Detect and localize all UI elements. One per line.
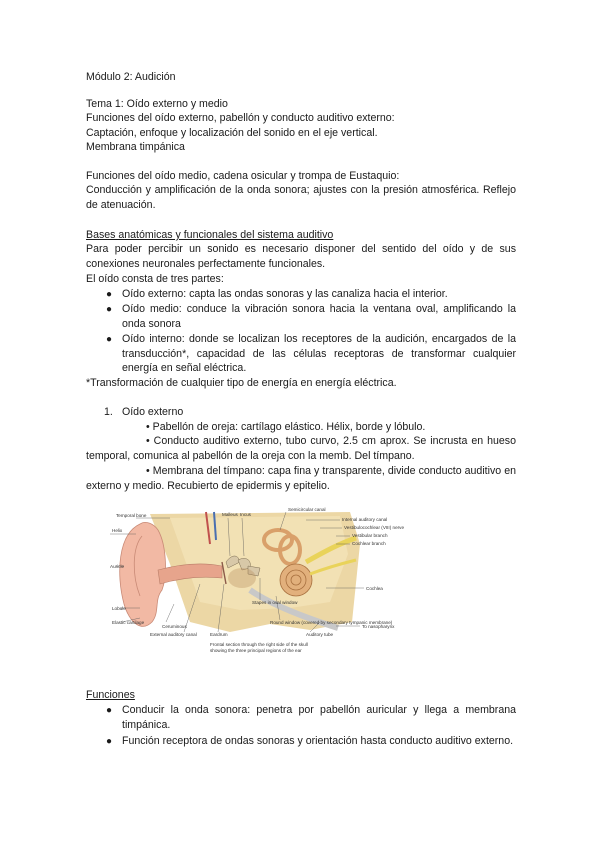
bullet-marker: ●	[106, 736, 113, 747]
bullet-marker: ●	[106, 289, 113, 300]
sub-item: • Pabellón de oreja: cartílago elástico. Hélix, borde y lóbulo.	[146, 421, 426, 433]
bases-paragraph: Para poder percibir un sonido es necesario disponer del sentido del oído y de sus conexiones neuronales perfectamente funcionales.	[86, 243, 516, 270]
bullet-marker: ●	[106, 334, 113, 345]
module-title: Módulo 2: Audición	[86, 71, 176, 83]
label-auditory-tube: Auditory tube	[306, 632, 334, 637]
bases-title: Bases anatómicas y funcionales del sistema auditivo	[86, 229, 334, 241]
figure-caption-2: showing the three principal regions of the ear	[210, 648, 302, 653]
label-cochlear-branch: Cochlear branch	[352, 541, 386, 546]
label-vestibular-branch: Vestibular branch	[352, 533, 388, 538]
sub-item: • Conducto auditivo externo, tubo curvo, 2.5 cm aprox. Se incrusta en hueso temporal, comunica al pabellón de la oreja con la memb. Del tímpano.	[86, 435, 516, 462]
middle-functions-heading: Funciones del oído medio, cadena osicular y trompa de Eustaquio:	[86, 170, 400, 182]
label-temporal-bone: Temporal bone	[116, 513, 147, 518]
label-round-window: Round window (covered by secondary tympanic membrane)	[270, 620, 393, 625]
label-eardrum: Eardrum	[210, 632, 228, 637]
funcion-item: Conducir la onda sonora: penetra por pabellón auricular y llega a membrana timpánica.	[122, 704, 516, 731]
label-incus: Incus	[240, 512, 251, 517]
external-functions-heading: Funciones del oído externo, pabellón y conducto auditivo externo:	[86, 112, 395, 124]
label-stapes: Stapes in oval window	[252, 600, 298, 605]
middle-conduction-text: Conducción y amplificación de la onda sonora; ajustes con la presión atmosférica. Reflejo de atenuación.	[86, 184, 516, 211]
sub-item: • Membrana del tímpano: capa fina y transparente, divide conducto auditivo en externo y medio. Recubierto de epidermis y epitelio.	[86, 465, 516, 492]
label-vestibulocochlear: Vestibulocochlear (VIII) nerve	[344, 525, 405, 530]
footnote-text: *Transformación de cualquier tipo de energía en energía eléctrica.	[86, 377, 397, 389]
part-item: Oído externo: capta las ondas sonoras y las canaliza hacia el interior.	[122, 288, 448, 300]
label-nasopharynx: To nasopharynx	[362, 624, 395, 629]
part-item: Oído interno: donde se localizan los receptores de la audición, encargados de la transducción*, capacidad de las células receptoras de transformar cualquier energía en señal eléctrica.	[122, 333, 516, 375]
list-number: 1.	[104, 406, 113, 418]
label-auricle: Auricle	[110, 564, 125, 569]
tema-title: Tema 1: Oído externo y medio	[86, 98, 228, 110]
label-cochlea: Cochlea	[366, 586, 383, 591]
label-malleus: Malleus	[222, 512, 238, 517]
part-item: Oído medio: conduce la vibración sonora hacia la ventana oval, amplificando la onda sonora	[122, 303, 516, 330]
bullet-marker: ●	[106, 304, 113, 315]
label-semicircular: Semicircular canal	[288, 507, 326, 512]
ear-anatomy-figure	[110, 504, 416, 660]
figure-caption-1: Frontal section through the right side of the skull	[210, 642, 308, 647]
cochlea-shape	[280, 564, 312, 596]
label-internal-canal: Internal auditory canal	[342, 517, 388, 522]
label-elastic-cartilage: Elastic cartilage	[112, 620, 145, 625]
label-external-canal: External auditory canal	[150, 632, 197, 637]
funcion-item: Función receptora de ondas sonoras y orientación hasta conducto auditivo externo.	[122, 735, 514, 747]
external-capture-text: Captación, enfoque y localización del sonido en el eje vertical.	[86, 127, 378, 139]
tympanic-text: Membrana timpánica	[86, 141, 185, 153]
bullet-marker: ●	[106, 705, 113, 716]
funciones-title: Funciones	[86, 689, 135, 701]
three-parts-text: El oído consta de tres partes:	[86, 273, 224, 285]
label-lobule: Lobule	[112, 606, 126, 611]
label-helix: Helix	[112, 528, 123, 533]
label-ceruminous: Ceruminous	[162, 624, 187, 629]
numbered-label: Oído externo	[122, 406, 184, 418]
